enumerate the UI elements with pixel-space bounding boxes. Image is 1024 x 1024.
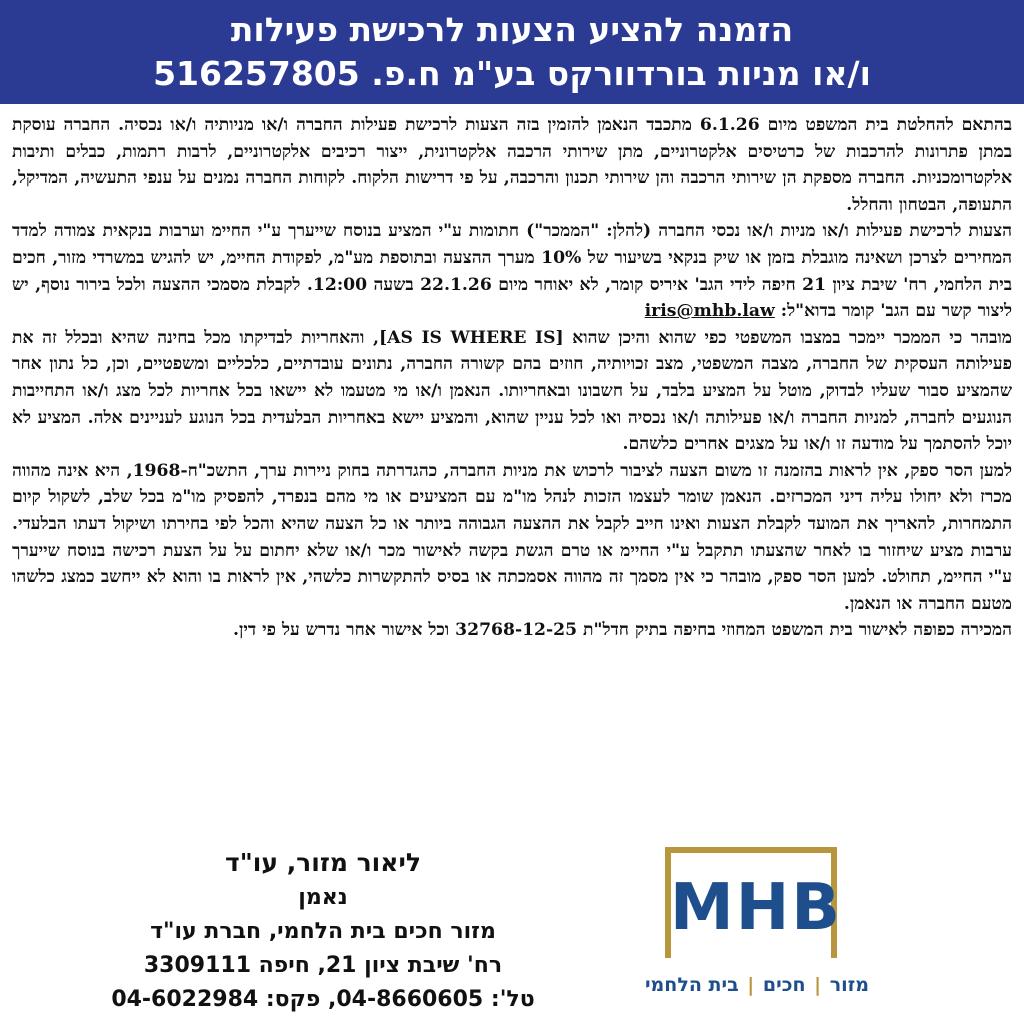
defined-term: "הממכר"	[534, 221, 600, 242]
paragraph-5: המכירה כפופה לאישור בית המשפט המחוזי בחיפה בתיק חדל"ת 32768-12-25 וכל אישור אחר נדרש על פי דין.	[233, 620, 1012, 641]
email-link[interactable]: iris@mhb.law	[644, 301, 775, 322]
logo-letters: MHB	[670, 871, 843, 945]
notice-body	[12, 112, 1012, 644]
paragraph-3: מובהר כי הממכר יימכר במצבו המשפטי כפי שהוא והיכן שהוא [AS IS WHERE IS], והאחריות לבדיקתו מכל בחינה שהיא ובכלל זה את פעילותה העסקית של החברה, מצבה המשפטי, מצב זכויותיה, חוזים בהם קשורה החברה, נתונים עובדתיים, כלכליים ומשפטיים, וכן, כל נתון אחר שהמציע סבור שעליו לבדוק, מוטל על המציע בלבד, על חשבונו ובאחריותו. הנאמן ו/או מי מטעמו לא יישאו בכל אחריות לכל מצג ו/או התחייבות הנוגעים לחברה, למניות החברה ו/או פעילותה ו/או נכסיה ואו לכל עניין שהוא, והמציע יישא באחריות הבלעדית בכל הנוגע לעניינים אלה. המציע לא יוכל להסתמך על מודעה זו ו/או על מצגים אחרים כלשהם.	[12, 327, 1012, 455]
firm-name: מזור חכים בית הלחמי, חברת עו"ד	[150, 919, 496, 944]
logo-name-3: בית הלחמי	[644, 974, 739, 996]
paragraph-2-start: הצעות לרכישת פעילות ו/או מניות ו/או נכסי החברה (להלן:	[599, 221, 1012, 242]
logo-separator-1: |	[814, 974, 822, 996]
logo-name-2: חכים	[762, 974, 806, 996]
header-title-line-1: הזמנה להציע הצעות לרכישת פעילות	[230, 10, 794, 49]
header-banner	[0, 0, 1024, 104]
firm-address: רח' שיבת ציון 21, חיפה 3309111	[143, 953, 503, 978]
signatory-name: ליאור מזור, עו"ד	[225, 848, 421, 877]
signature-block	[88, 845, 558, 1017]
paragraph-4: למען הסר ספק, אין לראות בהזמנה זו משום הצעה לציבור לרכוש את מניות החברה, כהגדרתה בחוק ניירות ערך, התשכ"ח-1968, היא אינה מהווה מכרז ולא יחולו עליה דיני המכרזים. הנאמן שומר לעצמו הזכות לנהל מו"מ עם המציעים או מי מהם בנפרד, להפסיק מו"מ בכל שלב, לשקול קיום התמחרות, להאריך את המועד לקבלת הצעות ואינו חייב לקבל את ההצעה הגבוהה ביותר או כל הצעה שהיא והכל לפי בחירתו ושיקול דעתו הבלעדי. ערבות מציע שיחזור בו לאחר שהצעתו תתקבל ע"י החיימ או טרם הגשת בקשה לאישור מכר ו/או שלא יחתום על על הצעת רכישה בנוסח שייערך ע"י החיימ, תחולט. למען הסר ספק, מובהר כי אין מסמך זה מהווה אסמכתה או בסיס להתקשרות כלשהי, אין לראות בו והוא לא ייחשב כמצג כלשהו מטעם החברה או הנאמן.	[12, 460, 1012, 614]
paragraph-2	[12, 218, 1012, 324]
logo-name-1: מזור	[829, 974, 870, 996]
paragraph-2-rest: ) חתומות ע"י המציע בנוסח שייערך ע"י החיימ וערבות בנקאית צמודה למדד המחירים לצרכן ושאינה מוגבלת בזמן או שיק בנקאי בשיעור של 10% מערך ההצעה ובתוספת מע"מ, לפקודת החיימ, יש להגיש במשרדי מזור, חכים בית הלחמי, רח' שיבת ציון 21 חיפה לידי הגב' איריס קומר, לא יאוחר מיום 22.1.26 בשעה 12:00. לקבלת מסמכי ההצעה ולכל בירור נוסף, יש ליצור קשר עם הגב' קומר בדוא"ל:	[12, 221, 1012, 322]
logo-separator-2: |	[747, 974, 755, 996]
paragraph-1: בהתאם להחלטת בית המשפט מיום 6.1.26 מתכבד הנאמן להזמין בזה הצעות לרכישת פעילות החברה ו/או מניותיה ו/או נכסיה. החברה עוסקת במתן פתרונות להרכבות של כרטיסים אלקטרוניים, מתן שירותי הרכבה אלקטרונית, ייצור רכיבים אלקטרוניים, לרבות רתמות, כבלים ותיבות אלקטרומכניות. החברה מספקת הן שירותי הרכבה והן שירותי תכנון והרכבה, על פי דרישות הלקוח. לקוחות החברה נמנים על ענפי התעשיה, המדיקל, התעופה, הבטחון והחלל.	[12, 115, 1012, 215]
logo-caption	[612, 970, 902, 1000]
header-title-line-2: ו/או מניות בורדוורקס בע"מ ח.פ. 516257805	[153, 54, 871, 93]
mhb-logo	[612, 846, 902, 1016]
firm-phones: טל': 04-8660605, פקס: 04-6022984	[111, 987, 535, 1012]
signatory-role: נאמן	[298, 885, 348, 910]
